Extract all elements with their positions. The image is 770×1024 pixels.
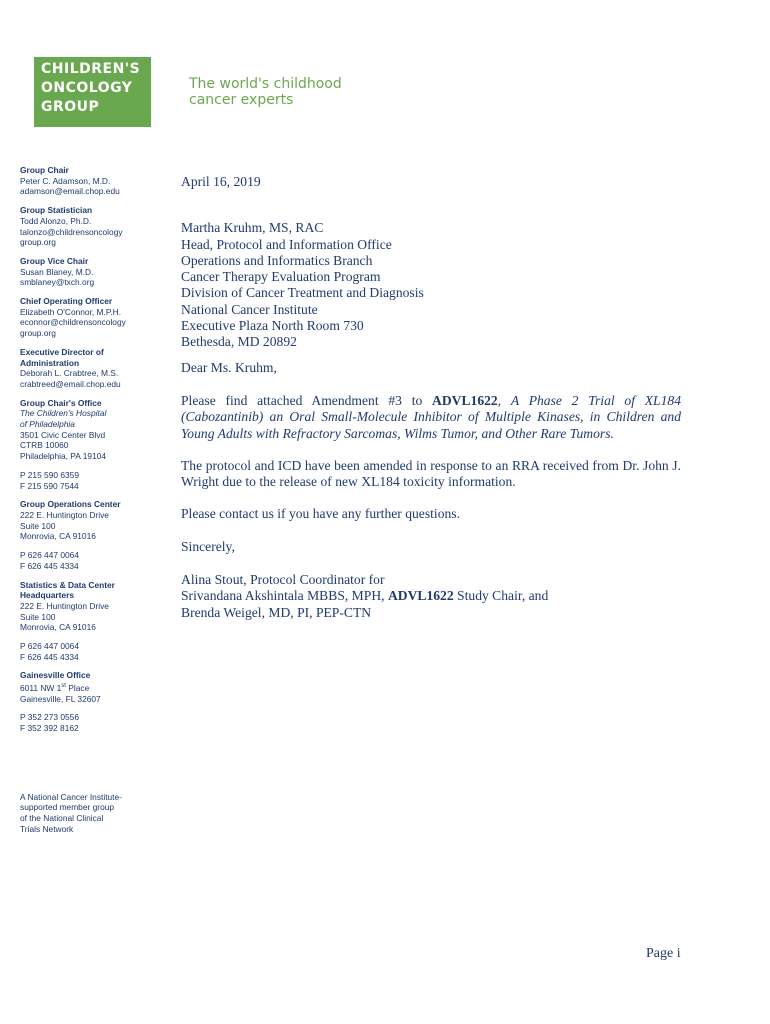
coo-label: Chief Operating Officer (20, 296, 113, 307)
office-phone: P 215 590 6359 (20, 469, 79, 480)
stats-line-2: Suite 100 (20, 611, 56, 622)
gaines-line-1 (20, 681, 145, 694)
gaines-phone: P 352 273 0556 (20, 712, 79, 723)
gaines-line-1-post: Place (65, 682, 90, 693)
address-line: Bethesda, MD 20892 (181, 334, 297, 350)
office-line-2: of Philadelphia (20, 419, 75, 430)
gaines-line-1-pre: 6011 NW 1 (20, 682, 62, 693)
logo-line-3: GROUP (41, 99, 100, 115)
ops-fax: F 626 445 4334 (20, 560, 79, 571)
stats-fax: F 626 445 4334 (20, 651, 79, 662)
footer-line-4: Trials Network (20, 823, 74, 834)
sig-2-pre: Srivandana Akshintala MBBS, MPH, (181, 588, 388, 604)
recipient-address (181, 220, 681, 350)
office-label: Group Chair's Office (20, 397, 102, 408)
exec-label-1: Executive Director of (20, 346, 104, 357)
ops-line-1: 222 E. Huntington Drive (20, 509, 109, 520)
address-line: National Cancer Institute (181, 301, 318, 317)
nci-footer (20, 792, 145, 835)
statistician-name: Todd Alonzo, Ph.D. (20, 215, 92, 226)
gaines-fax: F 352 392 8162 (20, 723, 79, 734)
cog-logo (34, 57, 151, 127)
address-line: Operations and Informatics Branch (181, 252, 373, 268)
statistician-section (20, 205, 145, 248)
coo-name: Elizabeth O'Connor, M.P.H. (20, 306, 122, 317)
ops-phone: P 626 447 0064 (20, 550, 79, 561)
sig-2-post: Study Chair, and (453, 588, 549, 604)
coo-email-1: econnor@childrensoncology (20, 317, 126, 328)
office-line-1: The Children's Hospital (20, 408, 107, 419)
operations-center-section (20, 499, 145, 571)
gaines-line-2: Gainesville, FL 32607 (20, 693, 101, 704)
stats-line-1: 222 E. Huntington Drive (20, 600, 109, 611)
signature-line-2 (181, 588, 681, 604)
tagline (189, 76, 342, 108)
page-number: Page i (646, 946, 681, 961)
salutation: Dear Ms. Kruhm, (181, 359, 277, 375)
footer-line-3: of the National Clinical (20, 813, 104, 824)
logo-line-2: ONCOLOGY (41, 80, 133, 96)
footer-line-2: supported member group (20, 802, 115, 813)
ops-line-3: Monrovia, CA 91016 (20, 531, 96, 542)
address-line: Head, Protocol and Information Office (181, 236, 392, 252)
gaines-label: Gainesville Office (20, 670, 91, 681)
address-line: Division of Cancer Treatment and Diagnosis (181, 285, 424, 301)
group-chair-name: Peter C. Adamson, M.D. (20, 175, 111, 186)
address-line: Executive Plaza North Room 730 (181, 318, 364, 334)
paragraph-1 (181, 393, 681, 442)
statistician-email-1: talonzo@childrensoncology (20, 226, 123, 237)
vice-chair-section (20, 256, 145, 288)
closing: Sincerely, (181, 538, 235, 554)
letter-body (181, 174, 681, 621)
statistician-label: Group Statistician (20, 205, 93, 216)
tagline-line-1: The world's childhood (189, 76, 342, 92)
exec-name: Deborah L. Crabtree, M.S. (20, 368, 119, 379)
letter-date: April 16, 2019 (181, 174, 261, 189)
statistician-email-2: group.org (20, 237, 56, 248)
gaines-line-1-sup: st (61, 683, 66, 690)
stats-center-section (20, 580, 145, 663)
ops-line-2: Suite 100 (20, 520, 56, 531)
stats-label-1: Statistics & Data Center (20, 579, 115, 590)
stats-label-2: Headquarters (20, 590, 74, 601)
stats-phone: P 626 447 0064 (20, 641, 79, 652)
exec-director-section (20, 347, 145, 390)
office-fax: F 215 590 7544 (20, 480, 79, 491)
footer-line-1: A National Cancer Institute- (20, 791, 122, 802)
p1-pre: Please find attached Amendment #3 to (181, 392, 433, 408)
p1-study-title: A Phase 2 Trial of XL184 (Cabozantinib) an Oral Small-Molecule Inhibitor of Multiple Kinases, in Children and Young Adults with Refractory Sarcomas, Wilms Tumor, and Other Rare Tumors. (181, 392, 681, 441)
sig-2-study-id: ADVL1622 (387, 588, 454, 604)
coo-email-2: group.org (20, 328, 56, 339)
letterhead-sidebar (20, 165, 145, 835)
address-line: Cancer Therapy Evaluation Program (181, 269, 381, 285)
office-line-5: Philadelphia, PA 19104 (20, 451, 106, 462)
vice-chair-label: Group Vice Chair (20, 255, 89, 266)
logo-line-1: CHILDREN'S (41, 61, 141, 77)
paragraph-3: Please contact us if you have any further questions. (181, 506, 460, 522)
group-chair-label: Group Chair (20, 165, 69, 175)
office-line-4: CTRB 10060 (20, 440, 69, 451)
signature-line-3: Brenda Weigel, MD, PI, PEP-CTN (181, 604, 372, 620)
p1-comma: , (497, 392, 511, 408)
tagline-line-2: cancer experts (189, 92, 294, 108)
exec-email: crabtreed@email.chop.edu (20, 378, 121, 389)
p1-study-id: ADVL1622 (432, 392, 498, 408)
coo-section (20, 296, 145, 339)
address-line: Martha Kruhm, MS, RAC (181, 220, 324, 236)
vice-chair-name: Susan Blaney, M.D. (20, 266, 94, 277)
vice-chair-email: smblaney@txch.org (20, 277, 95, 288)
group-chair-section (20, 165, 145, 197)
signature-line-1: Alina Stout, Protocol Coordinator for (181, 572, 385, 588)
group-chair-email: adamson@email.chop.edu (20, 186, 120, 197)
gainesville-section (20, 670, 145, 733)
signature-block (181, 572, 681, 621)
office-line-3: 3501 Civic Center Blvd (20, 429, 106, 440)
stats-line-3: Monrovia, CA 91016 (20, 622, 96, 633)
chair-office-section (20, 398, 145, 492)
exec-label-2: Administration (20, 357, 80, 368)
paragraph-2: The protocol and ICD have been amended in response to an RRA received from Dr. John J. Wright due to the release of new XL184 toxicity information. (181, 457, 681, 490)
ops-label: Group Operations Center (20, 499, 121, 510)
